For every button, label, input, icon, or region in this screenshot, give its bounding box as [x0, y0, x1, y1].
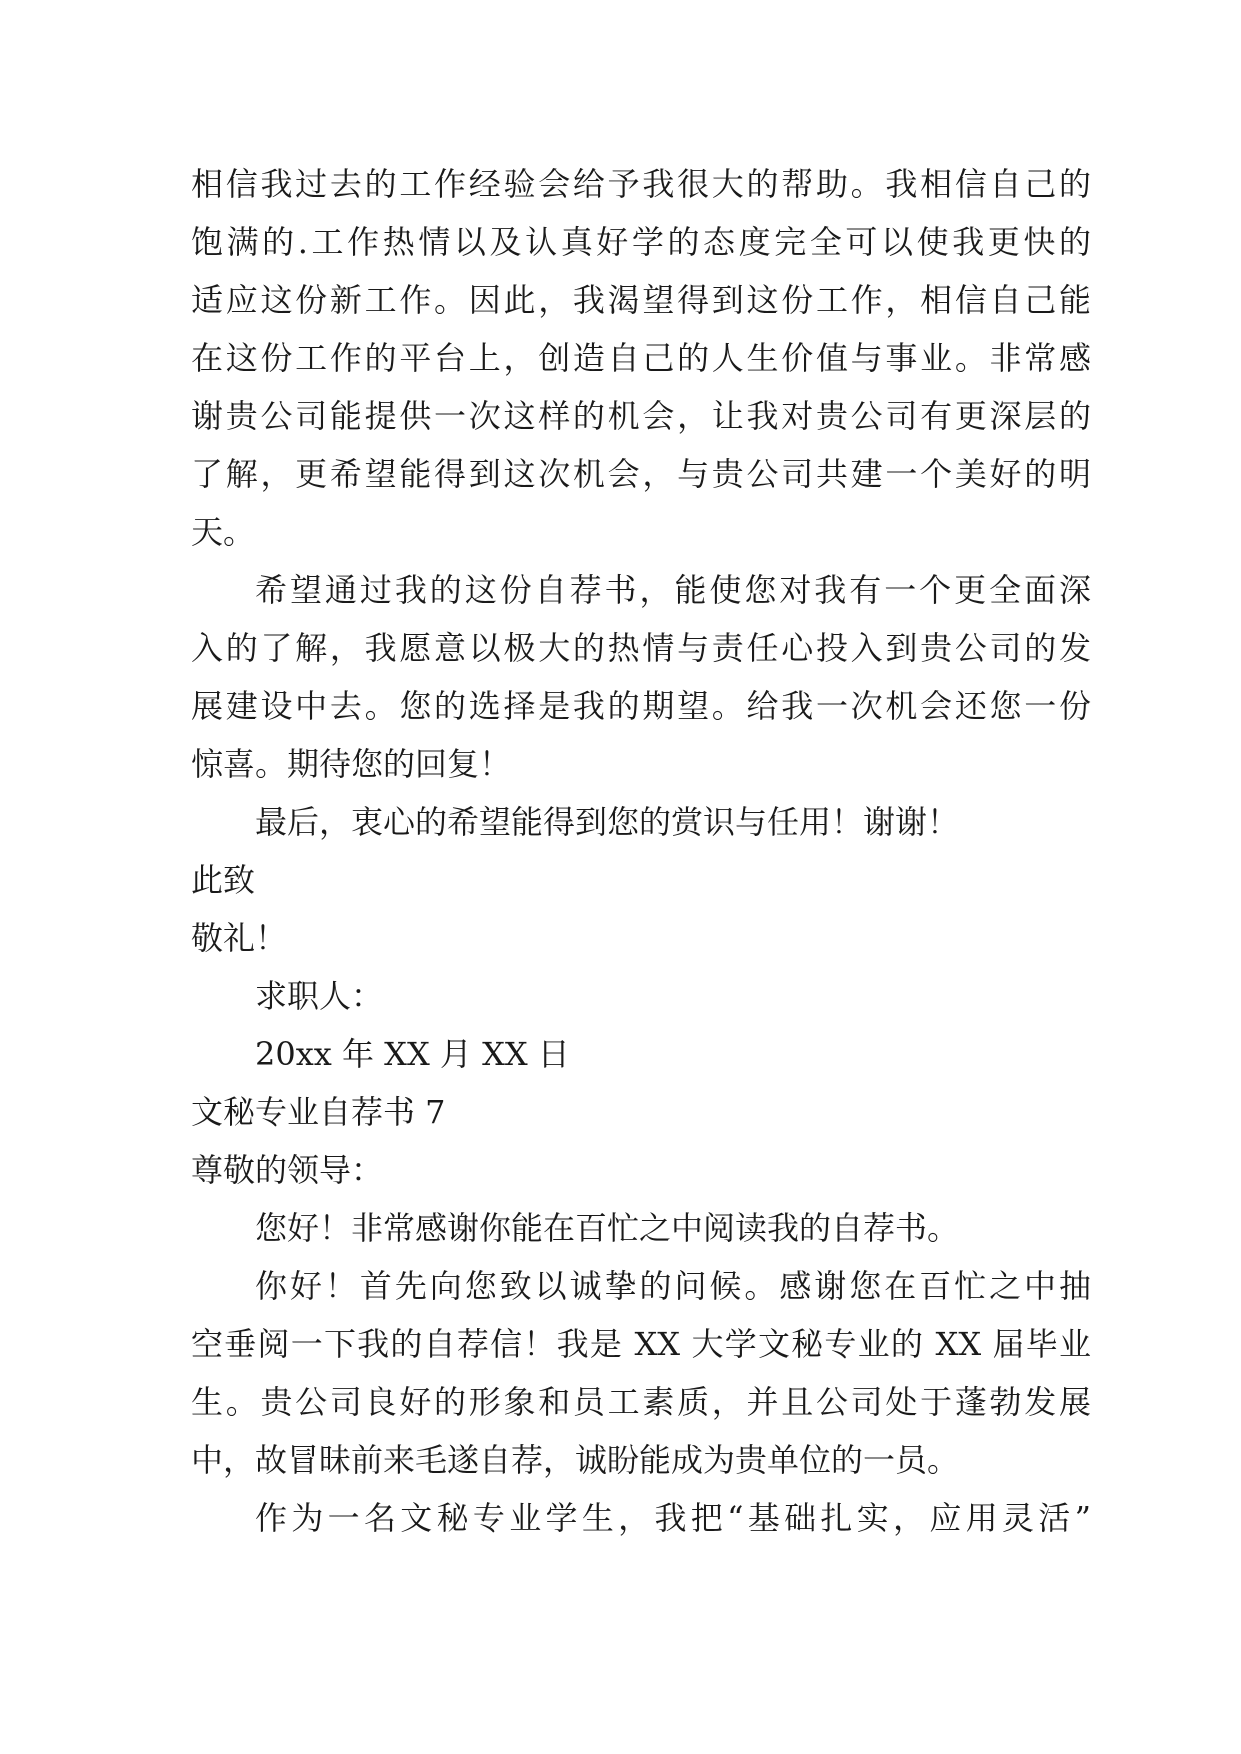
letter-greeting: 尊敬的领导：: [191, 1151, 384, 1189]
salutation-closing: 此致: [191, 861, 256, 899]
section-heading: 文秘专业自荐书 7: [191, 1093, 446, 1131]
paragraph-first-line: 您好！非常感谢你能在百忙之中阅读我的自荐书。: [255, 1209, 960, 1247]
paragraph-first-line: 你好！首先向您致以诚挚的问候。感谢您在百忙之中抽: [255, 1267, 1091, 1305]
paragraph-first-line: 希望通过我的这份自荐书，能使您对我有一个更全面深: [255, 571, 1091, 609]
body-text-line: 入的了解，我愿意以极大的热情与责任心投入到贵公司的发: [191, 629, 1091, 667]
body-text-line: 了解，更希望能得到这次机会，与贵公司共建一个美好的明: [191, 455, 1091, 493]
body-text-line: 适应这份新工作。因此，我渴望得到这份工作，相信自己能: [191, 281, 1091, 319]
letter-date: 20xx 年 XX 月 XX 日: [255, 1035, 570, 1073]
body-text-line: 生。贵公司良好的形象和员工素质，并且公司处于蓬勃发展: [191, 1383, 1091, 1421]
paragraph-first-line: 作为一名文秘专业学生，我把“基础扎实，应用灵活”: [255, 1499, 1091, 1537]
salutation-regards: 敬礼！: [191, 919, 288, 957]
body-text-line: 中，故冒昧前来毛遂自荐，诚盼能成为贵单位的一员。: [191, 1441, 960, 1479]
body-text-line: 惊喜。期待您的回复！: [191, 745, 512, 783]
body-text-line: 天。: [191, 513, 256, 551]
body-text-line: 相信我过去的工作经验会给予我很大的帮助。我相信自己的: [191, 165, 1091, 203]
body-text-line: 空垂阅一下我的自荐信！我是 XX 大学文秘专业的 XX 届毕业: [191, 1325, 1091, 1363]
body-text-line: 饱满的.工作热情以及认真好学的态度完全可以使我更快的: [191, 223, 1091, 261]
body-text-line: 展建设中去。您的选择是我的期望。给我一次机会还您一份: [191, 687, 1091, 725]
body-text-line: 谢贵公司能提供一次这样的机会，让我对贵公司有更深层的: [191, 397, 1091, 435]
closing-wish-line: 最后，衷心的希望能得到您的赏识与任用！谢谢！: [255, 803, 960, 841]
applicant-signature: 求职人：: [255, 977, 384, 1015]
body-text-line: 在这份工作的平台上，创造自己的人生价值与事业。非常感: [191, 339, 1091, 377]
